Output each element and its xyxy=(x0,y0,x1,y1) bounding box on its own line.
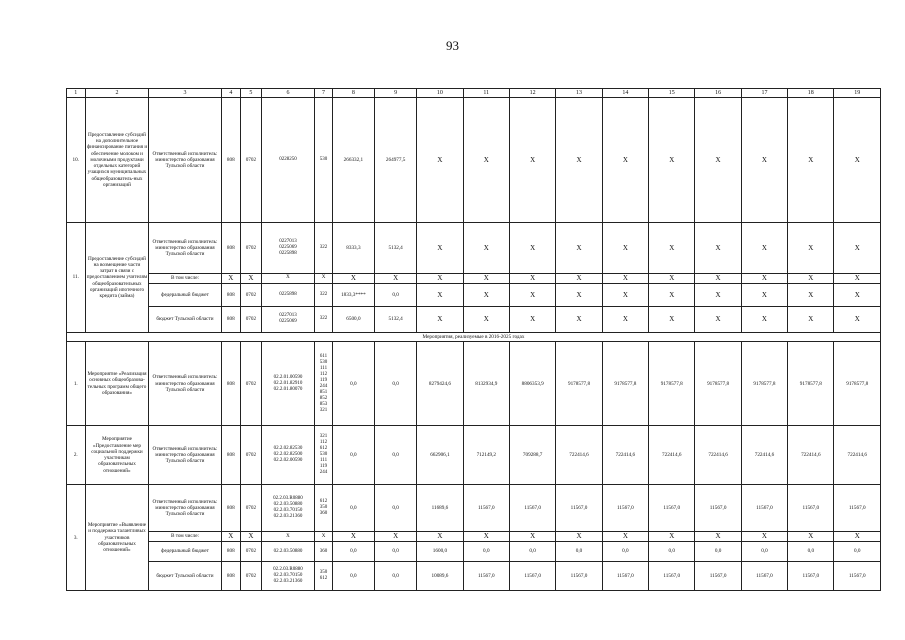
executor: В том числе: xyxy=(149,532,221,542)
table-row xyxy=(67,284,881,306)
cell-col15: 9178577,8 xyxy=(649,342,695,426)
cell-col16: X xyxy=(695,306,741,333)
cell-target-article: 0227013 0225069 0225898 xyxy=(261,222,315,273)
cell-col19: 11567,0 xyxy=(834,485,881,532)
cell-col12: X xyxy=(509,222,555,273)
cell-col11: X xyxy=(463,273,509,283)
executor: Ответственный исполнитель: министерство образования Тульской области xyxy=(149,98,221,223)
cell-col15: X xyxy=(649,273,695,283)
cell-col19: 722414,6 xyxy=(834,426,881,485)
cell-col13: X xyxy=(556,284,602,306)
header-col-11: 11 xyxy=(463,89,509,98)
cell-razdel: X xyxy=(241,273,262,283)
header-col-15: 15 xyxy=(649,89,695,98)
cell-col14: 11567,0 xyxy=(602,485,648,532)
cell-glava: 808 xyxy=(221,562,241,591)
cell-col16: 722414,6 xyxy=(695,426,741,485)
row-number: 2. xyxy=(67,426,86,485)
table-row xyxy=(67,532,881,542)
cell-col16: X xyxy=(695,532,741,542)
executor: бюджет Тульской области xyxy=(149,306,221,333)
cell-col11: 0,0 xyxy=(463,541,509,561)
cell-col15: X xyxy=(649,98,695,223)
section-title: Мероприятия, реализуемые в 2016-2025 годах xyxy=(67,333,881,342)
cell-col15: 11567,0 xyxy=(649,562,695,591)
cell-col17: 11567,0 xyxy=(741,562,787,591)
cell-col14: X xyxy=(602,222,648,273)
cell-col17: X xyxy=(741,306,787,333)
header-col-2: 2 xyxy=(85,89,149,98)
header-col-13: 13 xyxy=(556,89,602,98)
page-number: 93 xyxy=(446,38,459,53)
cell-target-article: 02.2.03.R0880 02.2.03.70150 02.2.03.21360 xyxy=(261,562,315,591)
cell-col18: X xyxy=(788,284,834,306)
cell-col8: 0,0 xyxy=(332,426,374,485)
header-col-17: 17 xyxy=(741,89,787,98)
cell-col19: X xyxy=(834,284,881,306)
cell-target-article: 02.2.02.82530 02.2.02.82500 02.2.02.00590 xyxy=(261,426,315,485)
executor: Ответственный исполнитель: министерство образования Тульской области xyxy=(149,342,221,426)
cell-col8: 0,0 xyxy=(332,485,374,532)
header-col-14: 14 xyxy=(602,89,648,98)
cell-col18: X xyxy=(788,306,834,333)
table-row xyxy=(67,426,881,485)
cell-col19: 0,0 xyxy=(834,541,881,561)
cell-expense-type: 322 xyxy=(315,306,333,333)
cell-col8: 6500,0 xyxy=(332,306,374,333)
cell-col14: X xyxy=(602,98,648,223)
cell-col10: X xyxy=(417,284,463,306)
table-row xyxy=(67,562,881,591)
cell-col18: X xyxy=(788,273,834,283)
measure-name: Предоставление субсидий на дополнительное финансирование питания и обеспечение молоком и молочными продуктами отдельных категорий учащихся муниципальных общеобразователь-ных организаций xyxy=(85,98,149,223)
cell-col14: X xyxy=(602,284,648,306)
cell-expense-type: X xyxy=(315,273,333,283)
cell-col18: X xyxy=(788,532,834,542)
cell-col12: X xyxy=(509,532,555,542)
cell-col10: X xyxy=(417,98,463,223)
header-col-16: 16 xyxy=(695,89,741,98)
cell-col13: 722414,6 xyxy=(556,426,602,485)
cell-col19: 11567,0 xyxy=(834,562,881,591)
cell-col16: X xyxy=(695,284,741,306)
cell-target-article: 02.2.03.50880 xyxy=(261,541,315,561)
cell-col12: 11567,0 xyxy=(509,562,555,591)
cell-col11: X xyxy=(463,532,509,542)
measure-name: Мероприятие «Реализация основных общеобразова-тельных программ общего образования» xyxy=(85,342,149,426)
cell-col16: 11567,0 xyxy=(695,562,741,591)
measure-name: Мероприятие «Выявление и поддержка талантливых участников образовательных отношений» xyxy=(85,485,149,591)
cell-col13: X xyxy=(556,532,602,542)
cell-col13: 9178577,8 xyxy=(556,342,602,426)
cell-col9: 0,0 xyxy=(375,342,417,426)
cell-col8: 266332,1 xyxy=(332,98,374,223)
cell-col18: 722414,6 xyxy=(788,426,834,485)
cell-col13: X xyxy=(556,222,602,273)
cell-col18: 11567,0 xyxy=(788,562,834,591)
table-row xyxy=(67,541,881,561)
cell-col11: X xyxy=(463,222,509,273)
cell-razdel: 0702 xyxy=(241,222,262,273)
cell-glava: 808 xyxy=(221,541,241,561)
cell-glava: 808 xyxy=(221,485,241,532)
cell-glava: X xyxy=(221,532,241,542)
cell-col15: 722414,6 xyxy=(649,426,695,485)
cell-col19: 9178577,8 xyxy=(834,342,881,426)
cell-glava: 808 xyxy=(221,342,241,426)
cell-col10: 1600,0 xyxy=(417,541,463,561)
cell-col16: 11567,0 xyxy=(695,485,741,532)
header-col-9: 9 xyxy=(375,89,417,98)
row-number: 10. xyxy=(67,98,86,223)
cell-col19: X xyxy=(834,222,881,273)
cell-target-article: 02.2.01.00590 02.2.01.82910 02.2.01.80070 xyxy=(261,342,315,426)
cell-col17: X xyxy=(741,532,787,542)
cell-target-article: X xyxy=(261,273,315,283)
header-col-8: 8 xyxy=(332,89,374,98)
table-row xyxy=(67,222,881,273)
cell-razdel: X xyxy=(241,532,262,542)
cell-razdel: 0702 xyxy=(241,541,262,561)
cell-col14: 722414,6 xyxy=(602,426,648,485)
cell-col9: 0,0 xyxy=(375,426,417,485)
executor: Ответственный исполнитель: министерство образования Тульской области xyxy=(149,222,221,273)
header-row xyxy=(67,89,881,98)
executor: В том числе: xyxy=(149,273,221,283)
cell-col10: 662906,1 xyxy=(417,426,463,485)
cell-col19: X xyxy=(834,98,881,223)
header-col-19: 19 xyxy=(834,89,881,98)
cell-col16: 9178577,8 xyxy=(695,342,741,426)
row-number: 11. xyxy=(67,222,86,332)
cell-col17: 9178577,8 xyxy=(741,342,787,426)
cell-col12: 0,0 xyxy=(509,541,555,561)
header-col-12: 12 xyxy=(509,89,555,98)
cell-col14: 9178577,8 xyxy=(602,342,648,426)
cell-expense-type: 612 350 360 xyxy=(315,485,333,532)
cell-col18: 0,0 xyxy=(788,541,834,561)
cell-razdel: 0702 xyxy=(241,306,262,333)
cell-col17: 11567,0 xyxy=(741,485,787,532)
cell-col11: X xyxy=(463,284,509,306)
cell-col11: 11567,0 xyxy=(463,562,509,591)
cell-col9: 0,0 xyxy=(375,284,417,306)
cell-col13: X xyxy=(556,98,602,223)
cell-col11: X xyxy=(463,98,509,223)
cell-target-article: 0227013 0225069 xyxy=(261,306,315,333)
cell-expense-type: 360 xyxy=(315,541,333,561)
cell-col12: X xyxy=(509,273,555,283)
cell-col12: X xyxy=(509,98,555,223)
row-number: 3. xyxy=(67,485,86,591)
cell-col8: 0,0 xyxy=(332,562,374,591)
cell-expense-type: 611 530 111 112 119 244 851 852 853 321 xyxy=(315,342,333,426)
cell-col14: 0,0 xyxy=(602,541,648,561)
cell-col18: X xyxy=(788,98,834,223)
cell-glava: X xyxy=(221,273,241,283)
table-row xyxy=(67,342,881,426)
cell-col10: 10089,6 xyxy=(417,562,463,591)
cell-razdel: 0702 xyxy=(241,284,262,306)
cell-col19: X xyxy=(834,306,881,333)
cell-expense-type: 530 xyxy=(315,98,333,223)
cell-col11: 712149,2 xyxy=(463,426,509,485)
cell-glava: 808 xyxy=(221,426,241,485)
cell-col15: X xyxy=(649,306,695,333)
cell-col9: 0,0 xyxy=(375,541,417,561)
budget-table xyxy=(66,88,881,591)
table-row xyxy=(67,306,881,333)
cell-col14: X xyxy=(602,273,648,283)
cell-razdel: 0702 xyxy=(241,426,262,485)
cell-razdel: 0702 xyxy=(241,342,262,426)
cell-target-article: 0228250 xyxy=(261,98,315,223)
executor: бюджет Тульской области xyxy=(149,562,221,591)
cell-col17: X xyxy=(741,222,787,273)
cell-col16: X xyxy=(695,273,741,283)
cell-col9: X xyxy=(375,532,417,542)
cell-col13: 11567,0 xyxy=(556,485,602,532)
cell-col9: 0,0 xyxy=(375,562,417,591)
cell-glava: 808 xyxy=(221,306,241,333)
cell-col10: 11689,6 xyxy=(417,485,463,532)
cell-col10: X xyxy=(417,532,463,542)
cell-col16: 0,0 xyxy=(695,541,741,561)
cell-col18: 9178577,8 xyxy=(788,342,834,426)
cell-col8: 8333,3 xyxy=(332,222,374,273)
cell-expense-type: 322 xyxy=(315,284,333,306)
cell-col13: X xyxy=(556,273,602,283)
cell-col10: X xyxy=(417,222,463,273)
cell-col14: 11567,0 xyxy=(602,562,648,591)
cell-expense-type: X xyxy=(315,532,333,542)
cell-col9: X xyxy=(375,273,417,283)
cell-razdel: 0702 xyxy=(241,485,262,532)
cell-col10: X xyxy=(417,306,463,333)
cell-expense-type: 321 112 612 530 111 119 244 xyxy=(315,426,333,485)
cell-col17: X xyxy=(741,273,787,283)
cell-razdel: 0702 xyxy=(241,98,262,223)
header-col-3: 3 xyxy=(149,89,221,98)
cell-col18: X xyxy=(788,222,834,273)
cell-col19: X xyxy=(834,273,881,283)
cell-col8: 1833,3**** xyxy=(332,284,374,306)
cell-col13: 0,0 xyxy=(556,541,602,561)
cell-col9: 264977,5 xyxy=(375,98,417,223)
cell-col12: X xyxy=(509,284,555,306)
executor: Ответственный исполнитель: министерство образования Тульской области xyxy=(149,485,221,532)
cell-col12: X xyxy=(509,306,555,333)
cell-col15: X xyxy=(649,284,695,306)
cell-col12: 709288,7 xyxy=(509,426,555,485)
cell-col8: X xyxy=(332,273,374,283)
cell-col17: 722414,6 xyxy=(741,426,787,485)
cell-col15: 0,0 xyxy=(649,541,695,561)
cell-col14: X xyxy=(602,532,648,542)
cell-col9: 5132,4 xyxy=(375,222,417,273)
cell-razdel: 0702 xyxy=(241,562,262,591)
cell-glava: 808 xyxy=(221,222,241,273)
cell-expense-type: 350 612 xyxy=(315,562,333,591)
cell-col8: X xyxy=(332,532,374,542)
measure-name: Мероприятие «Предоставление мер социальной поддержки участникам образовательных отношений» xyxy=(85,426,149,485)
header-col-6: 6 xyxy=(261,89,315,98)
table-row xyxy=(67,98,881,223)
cell-target-article: X xyxy=(261,532,315,542)
cell-col14: X xyxy=(602,306,648,333)
measure-name: Предоставление субсидий на возмещение части затрат в связи с предоставлением учителям общеобразовательных организаций ипотечного кредита (займа) xyxy=(85,222,149,332)
cell-col16: X xyxy=(695,222,741,273)
cell-col12: 8806353,9 xyxy=(509,342,555,426)
executor: федеральный бюджет xyxy=(149,284,221,306)
cell-col17: 0,0 xyxy=(741,541,787,561)
cell-glava: 808 xyxy=(221,284,241,306)
cell-col13: 11567,0 xyxy=(556,562,602,591)
cell-col15: 11567,0 xyxy=(649,485,695,532)
cell-col17: X xyxy=(741,284,787,306)
executor: федеральный бюджет xyxy=(149,541,221,561)
cell-expense-type: 322 xyxy=(315,222,333,273)
cell-col13: X xyxy=(556,306,602,333)
cell-col15: X xyxy=(649,532,695,542)
header-col-7: 7 xyxy=(315,89,333,98)
cell-col12: 11567,0 xyxy=(509,485,555,532)
cell-col11: 8132934,9 xyxy=(463,342,509,426)
header-col-4: 4 xyxy=(221,89,241,98)
table-row xyxy=(67,273,881,283)
header-col-1: 1 xyxy=(67,89,86,98)
header-col-18: 18 xyxy=(788,89,834,98)
cell-col9: 5132,4 xyxy=(375,306,417,333)
cell-col17: X xyxy=(741,98,787,223)
cell-col8: 0,0 xyxy=(332,342,374,426)
cell-col11: 11567,0 xyxy=(463,485,509,532)
cell-col9: 0,0 xyxy=(375,485,417,532)
cell-col11: X xyxy=(463,306,509,333)
cell-glava: 808 xyxy=(221,98,241,223)
section-title-row xyxy=(67,333,881,342)
table-row xyxy=(67,485,881,532)
cell-col8: 0,0 xyxy=(332,541,374,561)
header-col-5: 5 xyxy=(241,89,262,98)
cell-col19: X xyxy=(834,532,881,542)
cell-col15: X xyxy=(649,222,695,273)
executor: Ответственный исполнитель: министерство образования Тульской области xyxy=(149,426,221,485)
row-number: 1. xyxy=(67,342,86,426)
header-col-10: 10 xyxy=(417,89,463,98)
cell-col16: X xyxy=(695,98,741,223)
cell-col10: X xyxy=(417,273,463,283)
cell-target-article: 0225898 xyxy=(261,284,315,306)
cell-col10: 8279424,6 xyxy=(417,342,463,426)
cell-target-article: 02.2.03.R0880 02.2.03.50880 02.2.03.70150 02.2.03.21360 xyxy=(261,485,315,532)
cell-col18: 11567,0 xyxy=(788,485,834,532)
